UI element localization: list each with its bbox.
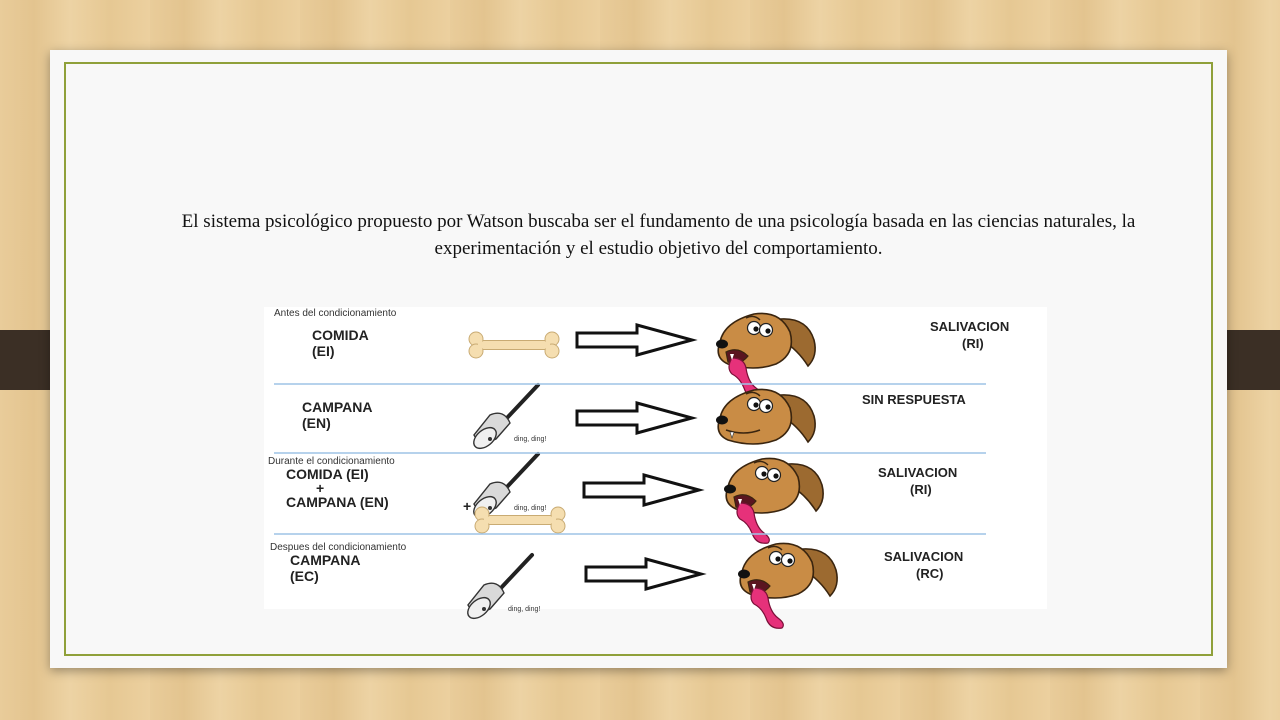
arrow-icon — [577, 403, 692, 433]
stimulus-label: CAMPANA — [290, 552, 361, 568]
response-label: SIN RESPUESTA — [862, 392, 966, 407]
response-label: SALIVACION — [884, 549, 964, 564]
arrow-icon — [577, 325, 692, 355]
dog-icon — [716, 389, 815, 444]
stimulus-label: (EI) — [312, 343, 335, 359]
bell-sound-text: ding, ding! — [514, 436, 547, 443]
response-label: SALIVACION — [930, 319, 1010, 334]
section-heading: Despues del condicionamiento — [270, 542, 407, 553]
bell-icon — [470, 385, 546, 452]
response-label: (RC) — [916, 566, 944, 581]
salivating-dog-icon — [716, 313, 815, 398]
stimulus-label: (EN) — [302, 415, 331, 431]
salivating-dog-icon — [724, 458, 823, 543]
bone-icon — [469, 332, 559, 358]
diagram-row — [302, 385, 966, 452]
conditioning-diagram — [264, 307, 1047, 613]
stimulus-label: COMIDA — [312, 327, 369, 343]
response-label: SALIVACION — [878, 465, 958, 480]
conditioning-diagram-svg — [264, 307, 1047, 613]
stimulus-label: + — [316, 480, 325, 496]
stimulus-label: COMIDA (EI) — [286, 466, 369, 482]
bell-sound-text: ding, ding! — [508, 606, 541, 613]
diagram-row — [268, 454, 957, 543]
section-heading: Durante el condicionamiento — [268, 456, 395, 467]
stimulus-label: (EC) — [290, 568, 319, 584]
arrow-icon — [584, 475, 699, 505]
section-heading: Antes del condicionamiento — [274, 308, 397, 319]
response-label: (RI) — [910, 482, 932, 497]
bell-sound-text: ding, ding! — [514, 505, 547, 512]
stimulus-label: CAMPANA (EN) — [286, 494, 389, 510]
arrow-icon — [586, 559, 701, 589]
response-label: (RI) — [962, 336, 984, 351]
slide-caption: El sistema psicológico propuesto por Watson buscaba ser el fundamento de una psicología basada en las ciencias naturales, la experimentación y el estudio objetivo del comportamiento. — [181, 211, 1136, 259]
plus-sign: + — [463, 498, 472, 514]
slide — [50, 50, 1227, 668]
stimulus-label: CAMPANA — [302, 399, 373, 415]
